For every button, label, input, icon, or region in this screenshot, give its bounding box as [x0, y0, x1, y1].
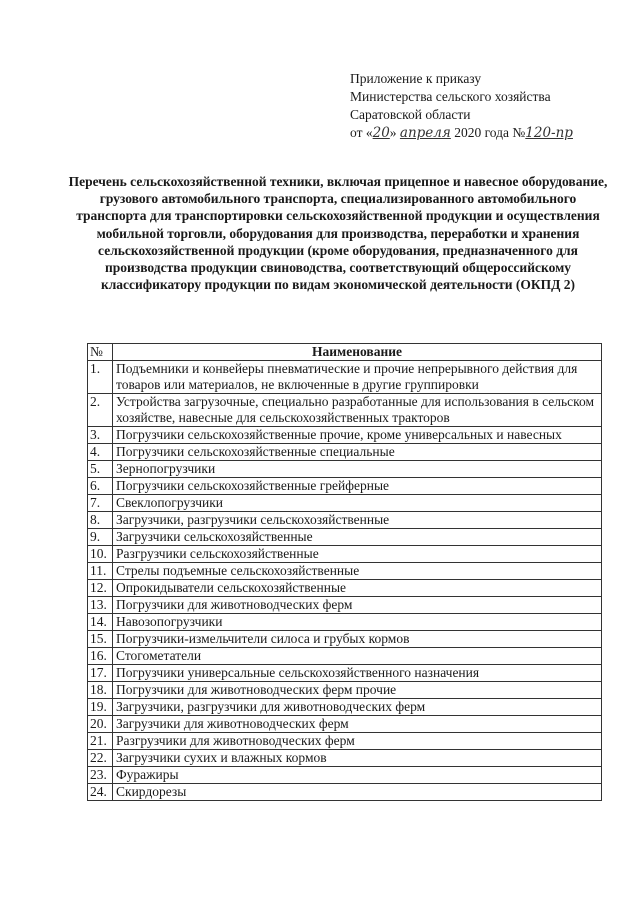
row-number: 6. [88, 478, 113, 495]
table-row [88, 716, 602, 733]
row-number: 9. [88, 529, 113, 546]
table-row [88, 665, 602, 682]
table-row [88, 444, 602, 461]
table-row [88, 563, 602, 580]
table-row [88, 648, 602, 665]
row-number: 19. [88, 699, 113, 716]
table-row [88, 478, 602, 495]
row-number: 11. [88, 563, 113, 580]
table-row [88, 699, 602, 716]
row-number: 21. [88, 733, 113, 750]
row-number: 7. [88, 495, 113, 512]
table-row [88, 529, 602, 546]
row-number: 13. [88, 597, 113, 614]
header-line-appendix: Приложение к приказу [350, 71, 482, 86]
row-name: Погрузчики сельскохозяйственные прочие, кроме универсальных и навесных [113, 427, 602, 444]
table-row [88, 784, 602, 801]
table-row [88, 682, 602, 699]
table-row [88, 631, 602, 648]
row-number: 20. [88, 716, 113, 733]
handwritten-day: 20 [372, 125, 390, 141]
order-header [350, 70, 620, 142]
row-number: 12. [88, 580, 113, 597]
handwritten-number: 120-пр [525, 125, 573, 141]
header-line-ministry: Министерства сельского хозяйства [350, 89, 551, 104]
table-row [88, 512, 602, 529]
row-name: Загрузчики для животноводческих ферм [113, 716, 602, 733]
year-text: 2020 года № [454, 125, 526, 140]
row-name: Скирдорезы [113, 784, 602, 801]
row-number: 23. [88, 767, 113, 784]
table-row [88, 597, 602, 614]
row-number: 14. [88, 614, 113, 631]
table-row [88, 427, 602, 444]
row-number: 8. [88, 512, 113, 529]
row-name: Загрузчики сухих и влажных кормов [113, 750, 602, 767]
row-name: Загрузчики сельскохозяйственные [113, 529, 602, 546]
row-name: Разгрузчики для животноводческих ферм [113, 733, 602, 750]
row-number: 16. [88, 648, 113, 665]
date-mid: » [389, 125, 397, 140]
row-number: 10. [88, 546, 113, 563]
table-row [88, 750, 602, 767]
table-row [88, 767, 602, 784]
row-number: 22. [88, 750, 113, 767]
table-row [88, 580, 602, 597]
row-name: Стогометатели [113, 648, 602, 665]
row-name: Загрузчики, разгрузчики для животноводческих ферм [113, 699, 602, 716]
row-number: 1. [88, 361, 113, 394]
table-row [88, 361, 602, 394]
row-name: Свеклопогрузчики [113, 495, 602, 512]
row-name: Загрузчики, разгрузчики сельскохозяйственные [113, 512, 602, 529]
row-name: Подъемники и конвейеры пневматические и прочие непрерывного действия для товаров или материалов, не включенные в другие группировки [113, 361, 602, 394]
row-number: 3. [88, 427, 113, 444]
row-number: 18. [88, 682, 113, 699]
row-name: Погрузчики сельскохозяйственные грейферные [113, 478, 602, 495]
row-name: Погрузчики для животноводческих ферм [113, 597, 602, 614]
row-number: 2. [88, 394, 113, 427]
row-number: 17. [88, 665, 113, 682]
row-name: Погрузчики для животноводческих ферм прочие [113, 682, 602, 699]
document-title: Перечень сельскохозяйственной техники, включая прицепное и навесное оборудование, грузового автомобильного транспорта, специализированного автомобильного транспорта для транспортировки сельскохозяйственной продукции и осуществления мобильной торговли, оборудования для производства, переработки и хранения сельскохозяйственной продукции (кроме оборудования, предназначенного для производства продукции свиноводства, соответствующий общероссийскому классификатору продукции по видам экономической деятельности (ОКПД 2) [68, 174, 608, 293]
row-number: 24. [88, 784, 113, 801]
row-name: Навозопогрузчики [113, 614, 602, 631]
row-name: Погрузчики-измельчители силоса и грубых кормов [113, 631, 602, 648]
header-line-region: Саратовской области [350, 107, 471, 122]
table-header-row [88, 344, 602, 361]
handwritten-month: апреля [399, 125, 451, 141]
row-name: Фуражиры [113, 767, 602, 784]
date-prefix: от « [350, 125, 373, 140]
table-row [88, 394, 602, 427]
row-name: Погрузчики универсальные сельскохозяйственного назначения [113, 665, 602, 682]
header-line-date [350, 124, 620, 142]
row-name: Устройства загрузочные, специально разработанные для использования в сельском хозяйстве, навесные для сельскохозяйственных тракторов [113, 394, 602, 427]
row-number: 15. [88, 631, 113, 648]
table-row [88, 461, 602, 478]
row-name: Зернопогрузчики [113, 461, 602, 478]
equipment-table [87, 343, 602, 801]
row-name: Опрокидыватели сельскохозяйственные [113, 580, 602, 597]
row-name: Погрузчики сельскохозяйственные специальные [113, 444, 602, 461]
row-number: 4. [88, 444, 113, 461]
column-header-name: Наименование [113, 344, 602, 361]
row-name: Разгрузчики сельскохозяйственные [113, 546, 602, 563]
row-name: Стрелы подъемные сельскохозяйственные [113, 563, 602, 580]
table-row [88, 495, 602, 512]
table-row [88, 614, 602, 631]
table-row [88, 733, 602, 750]
row-number: 5. [88, 461, 113, 478]
column-header-number: № [88, 344, 113, 361]
table-row [88, 546, 602, 563]
